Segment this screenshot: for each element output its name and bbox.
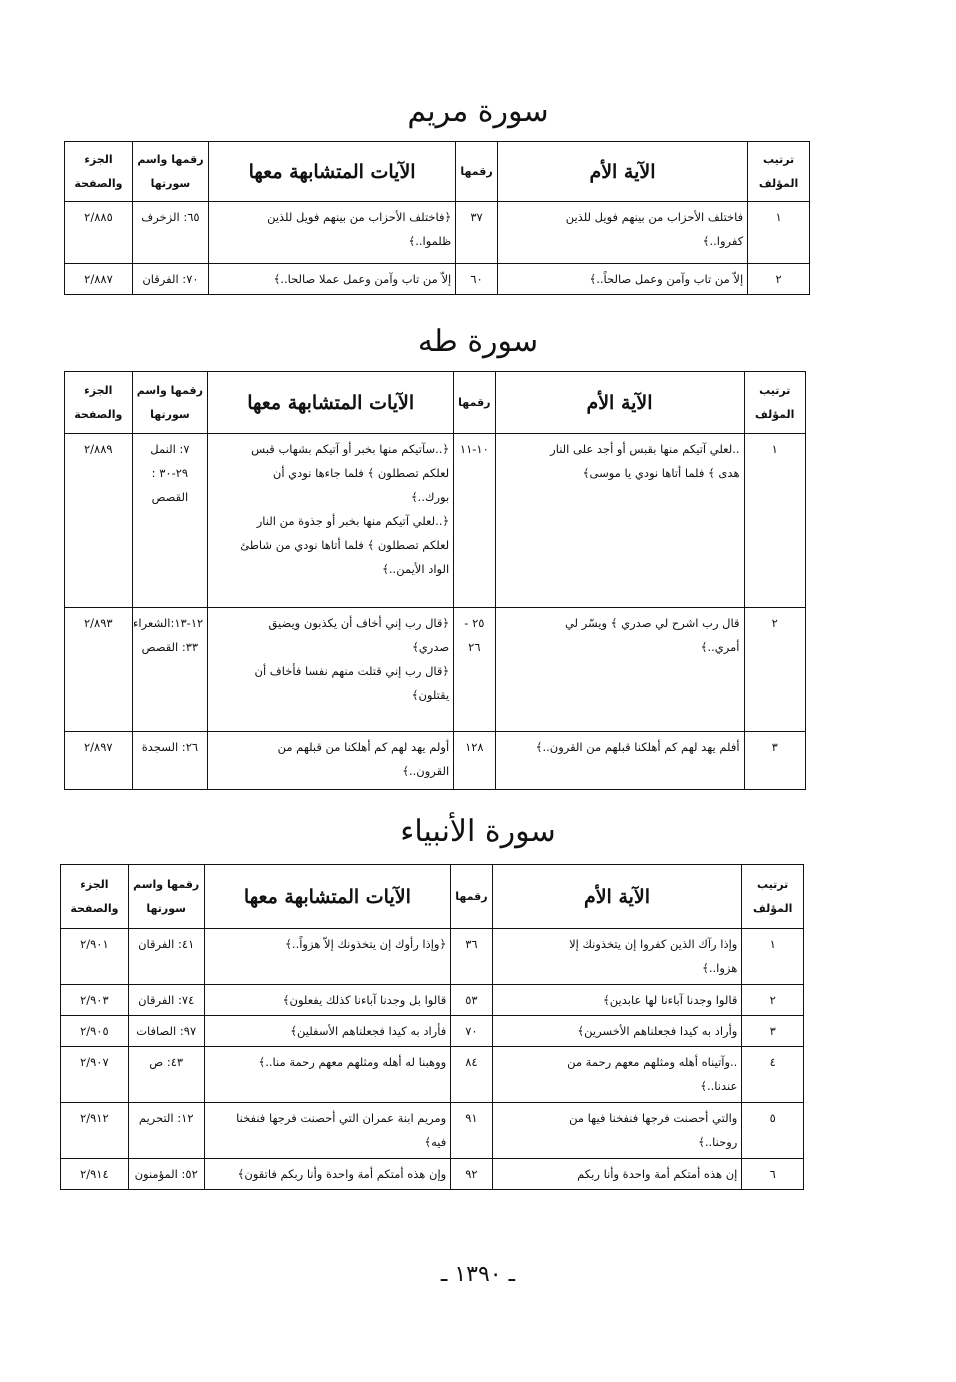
verse-line: ﴿..سآتيكم منها بخبر أو آتيكم بشهاب قبس [251, 442, 450, 456]
section-title-anbiya: سورة الأنبياء [400, 814, 556, 849]
verse-line: لعلكم تصطلون ﴾ فلما جاءها نودي أن [272, 466, 450, 480]
verse-number-cell: ٣٧ [456, 202, 498, 264]
table-anbiya [60, 864, 804, 1190]
reference-line: القصص [151, 490, 189, 504]
table-row [65, 202, 810, 264]
reference-cell [128, 1159, 204, 1190]
verse-line: وإن هذه أمتكم أمة واحدة وأنا ربكم فاتقون﴾ [237, 1167, 447, 1181]
header-number: رقمها [456, 142, 498, 202]
verse-line: والتي أحصنت فرجها فنفخنا فيها من [569, 1111, 738, 1125]
verse-line: قال رب اشرح لي صدري ﴾ ويسّر لي [564, 616, 740, 630]
header-row [65, 372, 806, 434]
header-label: سورتها [150, 176, 191, 190]
similar-verses-cell [204, 1047, 451, 1103]
header-order [748, 142, 810, 202]
header-label: الجزء [84, 383, 113, 397]
part-page-cell: ٢/٩١٤ [61, 1159, 129, 1190]
header-ref [128, 865, 204, 929]
order-cell: ٢ [748, 264, 810, 295]
mother-verse-cell [492, 1159, 742, 1190]
table-row [61, 985, 804, 1016]
header-label: سورتها [150, 407, 190, 421]
reference-cell [128, 985, 204, 1016]
part-page-cell: ٢/٨٩٧ [65, 732, 133, 790]
verse-line: إلاّ من تاب وآمن وعمل صالحاً..﴾ [589, 272, 744, 286]
verse-line: ﴿فاختلف الأحزاب من بينهم فويل للذين [267, 210, 452, 224]
order-cell: ١ [744, 434, 805, 608]
verse-line: ومريم ابنة عمران التي أحصنت فرجها فنفخنا [236, 1111, 447, 1125]
reference-cell [132, 434, 208, 608]
similar-verses-cell [208, 434, 454, 608]
section-title-maryam: سورة مريم [407, 94, 549, 129]
similar-verses-cell [204, 1103, 451, 1159]
verse-number-cell: ٢٥ - ٢٦ [454, 608, 495, 732]
verse-number-cell: ٣٦ [451, 929, 492, 985]
header-part-page [65, 142, 133, 202]
verse-line: هزوا..﴾ [702, 961, 738, 975]
mother-verse-cell [495, 434, 744, 608]
header-label: الجزء [84, 152, 113, 166]
table-row [61, 1103, 804, 1159]
reference-line: ٤١: الفرقان [138, 937, 195, 951]
page-number: ـ ١٣٩٠ ـ [440, 1262, 516, 1287]
reference-line: ٤٣: ص [149, 1055, 184, 1069]
header-label: ترتيب [759, 383, 791, 397]
reference-line: ٢٦: السجدة [141, 740, 199, 754]
verse-number-cell: ٦٠ [456, 264, 498, 295]
reference-cell [132, 608, 208, 732]
table-row [61, 1047, 804, 1103]
order-cell: ٣ [742, 1016, 804, 1047]
verse-line: أفلم يهد لهم كم أهلكنا قبلهم من القرون..﴾ [535, 740, 740, 754]
header-label: رقمها واسم [133, 877, 200, 891]
header-part-page [61, 865, 129, 929]
header-mother-verse: الآية الأم [492, 865, 742, 929]
verse-number-cell: ١٢٨ [454, 732, 495, 790]
verse-line: فاختلف الأحزاب من بينهم فويل للذين [565, 210, 744, 224]
verse-line: القرون..﴾ [402, 764, 450, 778]
verse-line: روحنا..﴾ [698, 1135, 738, 1149]
header-similar-verses: الآيات المتشابهة معها [204, 865, 451, 929]
mother-verse-cell [495, 608, 744, 732]
verse-line: قالوا بل وجدنا آباءنا كذلك يفعلون﴾ [282, 993, 447, 1007]
verse-line: ..لعلي آتيكم منها بقبس أو أجد على النار [550, 442, 740, 456]
verse-line: ..وآتيناه أهله ومثلهم معهم رحمة من [567, 1055, 738, 1069]
reference-line: ٦٥: الزخرف [141, 210, 200, 224]
mother-verse-cell [492, 929, 742, 985]
part-page-cell: ٢/٨٩٣ [65, 608, 133, 732]
part-page-cell: ٢/٨٨٥ [65, 202, 133, 264]
header-mother-verse: الآية الأم [495, 372, 744, 434]
header-ref [132, 372, 208, 434]
section-title-taha: سورة طه [417, 324, 539, 359]
similar-verses-cell [208, 732, 454, 790]
verse-line: وإذا رآك الذين كفروا إن يتخذونك إلا [569, 937, 738, 951]
order-cell: ١ [742, 929, 804, 985]
header-label: والصفحة [74, 176, 123, 190]
verse-line: بورك..﴾ [410, 490, 450, 504]
mother-verse-cell [492, 1016, 742, 1047]
similar-verses-cell [208, 202, 455, 264]
mother-verse-cell [497, 264, 747, 295]
header-label: ترتيب [757, 877, 789, 891]
reference-cell [128, 929, 204, 985]
header-row [65, 142, 810, 202]
verse-line: إن هذه أمتكم أمة واحدة وأنا ربكم [577, 1167, 738, 1181]
reference-line: ١٢: التحريم [138, 1111, 194, 1125]
reference-line: ١٢-١٣:الشعراء [132, 616, 204, 630]
header-order [744, 372, 805, 434]
verse-line: فأراد به كيدا فجعلناهم الأسفلين﴾ [290, 1024, 447, 1038]
table-row [61, 1016, 804, 1047]
table-row [65, 434, 806, 608]
header-label: رقمها واسم [136, 383, 203, 397]
verse-line: ﴿وإذا رأوك إن يتخذونك إلاّ هزواً..﴾ [285, 937, 447, 951]
order-cell: ٤ [742, 1047, 804, 1103]
part-page-cell: ٢/٩٠٣ [61, 985, 129, 1016]
order-cell: ١ [748, 202, 810, 264]
header-label: سورتها [146, 901, 186, 915]
verse-number-cell: ٥٣ [451, 985, 492, 1016]
reference-line: ٧٠: الفرقان [142, 272, 199, 286]
order-cell: ٦ [742, 1159, 804, 1190]
reference-cell [132, 732, 208, 790]
header-label: الجزء [80, 877, 109, 891]
order-cell: ٣ [744, 732, 805, 790]
part-page-cell: ٢/٨٨٧ [65, 264, 133, 295]
verse-line: ﴿..لعلي آتيكم منها بخبر أو جذوة من النار [256, 514, 450, 528]
reference-cell [128, 1016, 204, 1047]
header-row [61, 865, 804, 929]
mother-verse-cell [492, 985, 742, 1016]
part-page-cell: ٢/٩٠١ [61, 929, 129, 985]
verse-line: قالوا وجدنا آباءنا لها عابدين﴾ [603, 993, 738, 1007]
header-label: المؤلف [758, 176, 799, 190]
verse-line: ظلموا..﴾ [408, 234, 452, 248]
table-row [65, 608, 806, 732]
verse-line: فيه﴾ [424, 1135, 447, 1149]
part-page-cell: ٢/٩٠٧ [61, 1047, 129, 1103]
header-label: ترتيب [762, 152, 795, 166]
similar-verses-cell [208, 608, 454, 732]
mother-verse-cell [492, 1047, 742, 1103]
table-row [61, 929, 804, 985]
verse-number-cell: ١٠-١١ [454, 434, 495, 608]
verse-line: صدري﴾ [412, 640, 450, 654]
reference-line: ٩٧: الصافات [136, 1024, 197, 1038]
verse-line: أمري..﴾ [700, 640, 740, 654]
verse-line: ﴿قال رب إني قتلت منهم نفسا فأخاف أن [254, 664, 450, 678]
verse-line: يقتلون﴾ [411, 688, 450, 702]
reference-line: ٣٣: القصص [141, 640, 199, 654]
verse-line: وأراد به كيدا فجعلناهم الأخسرين﴾ [577, 1024, 738, 1038]
mother-verse-cell [495, 732, 744, 790]
reference-line: ٧: النمل [150, 442, 190, 456]
header-order [742, 865, 804, 929]
table-taha [64, 371, 806, 790]
verse-number-cell: ٨٤ [451, 1047, 492, 1103]
verse-number-cell: ٩١ [451, 1103, 492, 1159]
reference-cell [128, 1047, 204, 1103]
reference-cell [128, 1103, 204, 1159]
table-row [65, 732, 806, 790]
verse-line: لعلكم تصطلون ﴾ فلما أتاها نودي من شاطئ [240, 538, 450, 552]
mother-verse-cell [492, 1103, 742, 1159]
similar-verses-cell [204, 929, 451, 985]
similar-verses-cell [208, 264, 455, 295]
verse-line: هدى ﴾ فلما أتاها نودي يا موسى﴾ [582, 466, 740, 480]
order-cell: ٢ [744, 608, 805, 732]
reference-line: ٢٩-٣٠ : [151, 466, 189, 480]
part-page-cell: ٢/٩١٢ [61, 1103, 129, 1159]
header-ref [132, 142, 208, 202]
header-part-page [65, 372, 133, 434]
header-similar-verses: الآيات المتشابهة معها [208, 142, 455, 202]
part-page-cell: ٢/٨٨٩ [65, 434, 133, 608]
verse-line: إلاّ من تاب وآمن وعمل عملا صالحا..﴾ [273, 272, 452, 286]
verse-line: الواد الأيمن..﴾ [382, 562, 450, 576]
similar-verses-cell [204, 1016, 451, 1047]
verse-line: أولم يهد لهم كم أهلكنا من قبلهم من [277, 740, 450, 754]
order-cell: ٢ [742, 985, 804, 1016]
header-label: المؤلف [755, 407, 795, 421]
header-label: المؤلف [752, 901, 793, 915]
header-similar-verses: الآيات المتشابهة معها [208, 372, 454, 434]
header-label: والصفحة [74, 407, 123, 421]
reference-cell [132, 264, 208, 295]
table-row [61, 1159, 804, 1190]
header-mother-verse: الآية الأم [497, 142, 747, 202]
header-label: والصفحة [70, 901, 119, 915]
reference-line: ٧٤: الفرقان [138, 993, 195, 1007]
similar-verses-cell [204, 985, 451, 1016]
mother-verse-cell [497, 202, 747, 264]
verse-number-cell: ٩٢ [451, 1159, 492, 1190]
table-row [65, 264, 810, 295]
similar-verses-cell [204, 1159, 451, 1190]
header-number: رقمها [451, 865, 492, 929]
verse-line: كفروا..﴾ [702, 234, 744, 248]
table-maryam [64, 141, 810, 295]
verse-line: عندنا..﴾ [700, 1079, 738, 1093]
part-page-cell: ٢/٩٠٥ [61, 1016, 129, 1047]
reference-line: ٥٢: المؤمنون [134, 1167, 198, 1181]
header-label: رقمها واسم [137, 152, 204, 166]
verse-line: ووهبنا له أهله ومثلهم معهم رحمة منا..﴾ [258, 1055, 447, 1069]
verse-number-cell: ٧٠ [451, 1016, 492, 1047]
reference-cell [132, 202, 208, 264]
verse-line: ﴿قال رب إني أخاف أن يكذبون ويضيق [268, 616, 450, 630]
order-cell: ٥ [742, 1103, 804, 1159]
header-number: رقمها [454, 372, 495, 434]
